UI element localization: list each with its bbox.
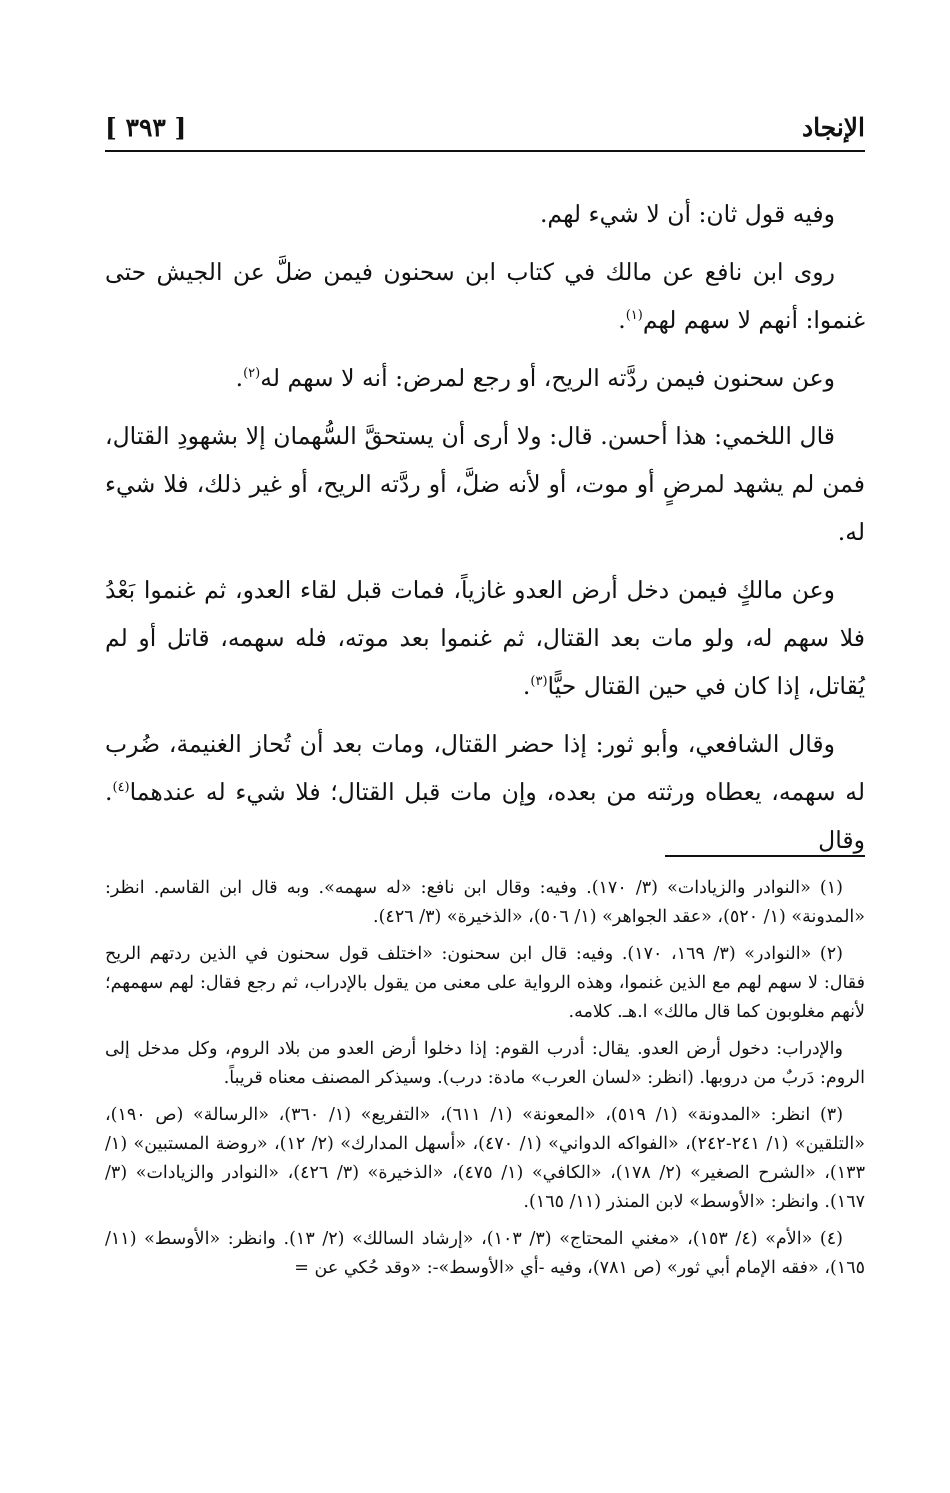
paragraph-3-period: . [235,364,244,392]
page-header [105,108,865,148]
footnotes [105,874,865,1291]
page-number: [ ٣٩٣ ] [105,113,187,142]
paragraph-3-text: وعن سحنون فيمن ردَّته الريح، أو رجع لمرض: أنه لا سهم له [260,364,835,392]
running-head: الإنجاد [801,113,865,142]
paragraph-4-text: قال اللخمي: هذا أحسن. قال: ولا أرى أن يستحقَّ السُّهمان إلا بشهودِ القتال، فمن لم يشهد لمرضٍ أو موت، أو لأنه ضلَّ، أو ردَّته الريح، أو غير ذلك، فلا شيء له. [105,422,865,546]
footnote-3: (٣) انظر: «المدونة» (١/ ٥١٩)، «المعونة» (١/ ٦١١)، «التفريع» (١/ ٣٦٠)، «الرسالة» (ص ١٩٠)، «التلقين» (١/ ٢٤١-٢٤٢)، «الفواكه الدواني» (١/ ٤٧٠)، «أسهل المدارك» (٢/ ١٢)، «روضة المستبين» (١/ ١٣٣)، «الشرح الصغير» (٢/ ١٧٨)، «الكافي» (١/ ٤٧٥)، «الذخيرة» (٣/ ٤٢٦)، «النوادر والزيادات» (٣/ ١٦٧). وانظر: «الأوسط» لابن المنذر (١١/ ١٦٥). [105,1105,866,1212]
main-text [105,190,865,874]
paragraph-2-text: روى ابن نافع عن مالك في كتاب ابن سحنون فيمن ضلَّ عن الجيش حتى غنموا: أنهم لا سهم لهم [105,258,865,334]
note-ref-3[interactable]: (٣) [530,674,548,690]
paragraph-3 [105,354,865,402]
paragraph-2 [105,248,865,344]
paragraph-5-period: . [522,672,531,700]
paragraph-1-text: وفيه قول ثان: أن لا شيء لهم. [539,200,835,228]
note-ref-1[interactable]: (١) [625,308,643,324]
paragraph-5 [105,566,865,710]
footnote-4: (٤) «الأم» (٤/ ١٥٣)، «مغني المحتاج» (٣/ ١٠٣)، «إرشاد السالك» (٢/ ١٣). وانظر: «الأوسط» (١١/ ١٦٥)، «فقه الإمام أبي ثور» (ص ٧٨١)، وفيه -أي «الأوسط»-: «وقد حُكي عن = [105,1229,865,1278]
paragraph-6-tail: . وقال [105,778,865,854]
paragraph-6 [105,720,865,864]
footnote-2: (٢) «النوادر» (٣/ ١٦٩، ١٧٠). وفيه: قال ابن سحنون: «اختلف قول سحنون في الذين ردتهم الريح فقال: لا سهم لهم مع الذين غنموا، وهذه الرواية على معنى من يقول بالإدراب، ثم رجع فقال: لهم سهمهم؛ لأنهم مغلوبون كما قال مالك» ا.هـ. كلامه. [105,944,865,1022]
note-ref-4[interactable]: (٤) [112,780,130,796]
paragraph-1 [105,190,865,238]
footnote-separator [665,855,865,857]
paragraph-5-text: وعن مالكٍ فيمن دخل أرض العدو غازياً، فمات قبل لقاء العدو، ثم غنموا بَعْدُ فلا سهم له، ولو مات بعد القتال، ثم غنموا بعد موته، فله سهمه، قاتل أو لم يُقاتل، إذا كان في حين القتال حيًّا [105,576,865,700]
paragraph-2-period: . [618,306,626,334]
footnote-1: (١) «النوادر والزيادات» (٣/ ١٧٠). وفيه: وقال ابن نافع: «له سهمه». وبه قال ابن القاسم. انظر: «المدونة» (١/ ٥٢٠)، «عقد الجواهر» (١/ ٥٠٦)، «الذخيرة» (٣/ ٤٢٦). [105,878,865,927]
footnote-2-continued: والإدراب: دخول أرض العدو. يقال: أدرب القوم: إذا دخلوا أرض العدو من بلاد الروم، وكل مدخل إلى الروم: دَربٌ من دروبها. (انظر: «لسان العرب» مادة: درب). وسيذكر المصنف معناه قريباً. [105,1039,865,1088]
paragraph-6-text: وقال الشافعي، وأبو ثور: إذا حضر القتال، ومات بعد أن تُحاز الغنيمة، ضُرب له سهمه، يعطاه ورثته من بعده، وإن مات قبل القتال؛ فلا شيء له عندهما [105,730,865,806]
paragraph-4 [105,412,865,556]
header-rule [105,150,865,152]
note-ref-2[interactable]: (٢) [243,366,261,382]
